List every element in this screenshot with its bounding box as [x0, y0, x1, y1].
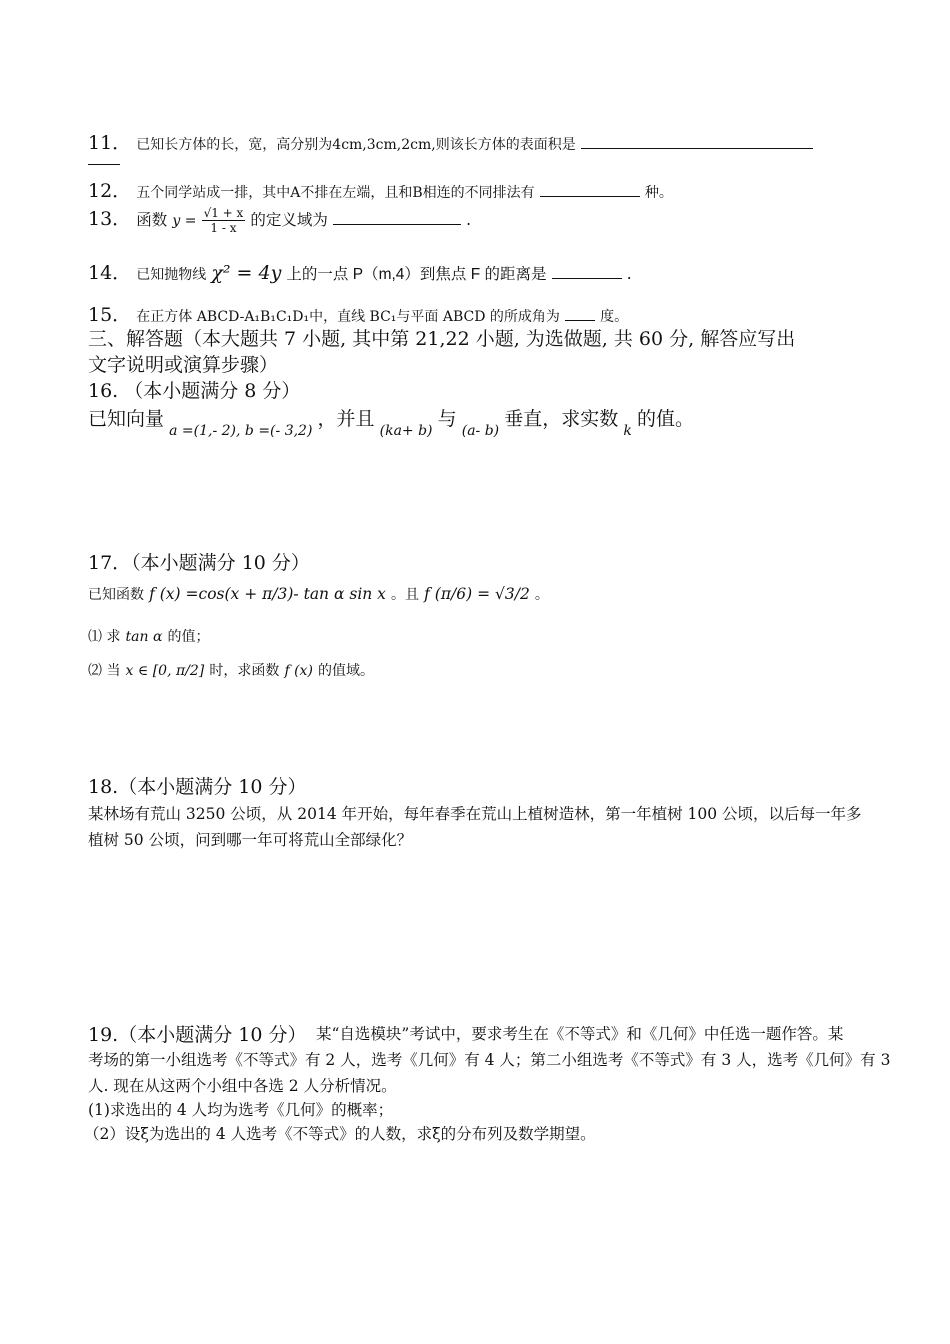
question-14 — [88, 258, 632, 285]
question-text: 已知向量 — [88, 408, 165, 430]
variable-k: k — [623, 423, 632, 439]
question-19-text: 某“自选模块”考试中，要求考生在《不等式》和《几何》中任选一题作答。某 — [316, 1025, 844, 1043]
part-label: ⑵ 当 — [88, 663, 121, 679]
section-heading: 三、解答题（本大题共 7 小题, 其中第 21,22 小题, 为选做题, 共 60 分, 解答应写出 — [88, 328, 796, 350]
numerator: √1 + x — [203, 206, 244, 220]
question-text: 的定义域为 — [250, 211, 328, 229]
question-text: 在正方体 ABCD-A₁B₁C₁D₁中，直线 BC₁与平面 ABCD 的所成角为 — [136, 309, 560, 325]
question-17-part-2 — [88, 660, 374, 680]
fraction — [202, 206, 246, 235]
question-tail: 度。 — [600, 309, 629, 325]
question-18-text-continuation: 植树 50 公顷，问到哪一年可将荒山全部绿化？ — [88, 831, 413, 849]
question-18-title: 18.（本小题满分 10 分） — [88, 776, 307, 798]
part-text: 时，求函数 — [209, 663, 280, 679]
question-text: 已知函数 — [88, 587, 144, 603]
question-tail: . — [466, 211, 472, 229]
question-text: 函数 — [136, 211, 168, 229]
part-tail: 的值域。 — [318, 663, 374, 679]
question-text: 与 — [437, 408, 457, 430]
answer-blank-continuation — [88, 150, 120, 169]
question-text: 。且 — [391, 587, 420, 603]
function-variable: y = — [172, 213, 197, 229]
question-text: 垂直，求实数 — [504, 408, 619, 430]
part-label: ⑴ 求 — [88, 629, 121, 645]
question-17-part-1 — [88, 626, 210, 646]
part-function: f (x) — [284, 663, 313, 679]
answer-blank — [540, 196, 640, 197]
question-17-body — [88, 584, 549, 604]
question-number: 13． — [88, 208, 132, 230]
question-tail: 的值。 — [636, 408, 694, 430]
question-number: 14． — [88, 262, 132, 284]
question-number: 15． — [88, 304, 132, 326]
question-tail: . — [626, 265, 632, 283]
question-text: 已知抛物线 — [136, 267, 207, 283]
question-tail: 。 — [534, 587, 549, 603]
function-condition: f (π/6) = √3/2 — [424, 585, 530, 603]
question-19-part-1: (1)求选出的 4 人均为选考《几何》的概率； — [88, 1101, 394, 1119]
question-17-title: 17．（本小题满分 10 分） — [88, 552, 310, 574]
answer-blank — [552, 278, 622, 279]
question-12 — [88, 176, 673, 203]
question-19-part-2: （2）设ξ为选出的 4 人选考《不等式》的人数，求ξ的分布列及数学期望。 — [84, 1125, 596, 1143]
question-text: 已知长方体的长，宽，高分别为4cm,3cm,2cm,则该长方体的表面积是 — [136, 137, 576, 153]
answer-blank — [581, 148, 813, 149]
function-definition: f (x) =cos(x + π/3)- tan α sin x — [149, 585, 386, 603]
question-16-body — [88, 404, 694, 439]
question-19-text-continuation: 人. 现在从这两个小组中各选 2 人分析情况。 — [88, 1077, 397, 1095]
part-expression: tan α — [125, 629, 163, 645]
question-tail: 种。 — [644, 185, 673, 201]
question-19-text-continuation: 考场的第一小组选考《不等式》有 2 人，选考《几何》有 4 人；第二小组选考《不等式》有 3 人，选考《几何》有 3 — [88, 1051, 891, 1069]
question-text: ，并且 — [317, 408, 375, 430]
question-15 — [88, 300, 628, 327]
question-16-title: 16. （本小题满分 8 分） — [88, 380, 301, 402]
part-text: 的值； — [167, 629, 210, 645]
question-number: 12． — [88, 180, 132, 202]
answer-blank — [565, 320, 595, 321]
vector-expression: (a- b) — [461, 423, 500, 439]
question-text: 五个同学站成一排，其中A不排在左端，且和B相连的不同排法有 — [136, 185, 535, 201]
section-heading-continuation: 文字说明或演算步骤） — [88, 354, 279, 376]
question-18-text: 某林场有荒山 3250 公顷，从 2014 年开始，每年春季在荒山上植树造林，第一年植树 100 公顷，以后每一年多 — [88, 805, 862, 823]
vector-definitions: a =(1,- 2), b =(- 3,2) — [169, 423, 313, 439]
part-expression: x ∈ [0, π/2] — [125, 663, 205, 679]
answer-blank — [333, 224, 461, 225]
vector-expression: (ka+ b) — [379, 423, 433, 439]
denominator: 1 - x — [210, 221, 237, 235]
parabola-equation: χ² = 4y — [211, 262, 282, 284]
question-11 — [88, 128, 813, 155]
question-13 — [88, 204, 471, 235]
question-text: 上的一点 P（m,4）到焦点 F 的距离是 — [286, 266, 547, 283]
question-number: 11． — [88, 132, 132, 154]
question-19-title: 19.（本小题满分 10 分） — [88, 1024, 307, 1046]
